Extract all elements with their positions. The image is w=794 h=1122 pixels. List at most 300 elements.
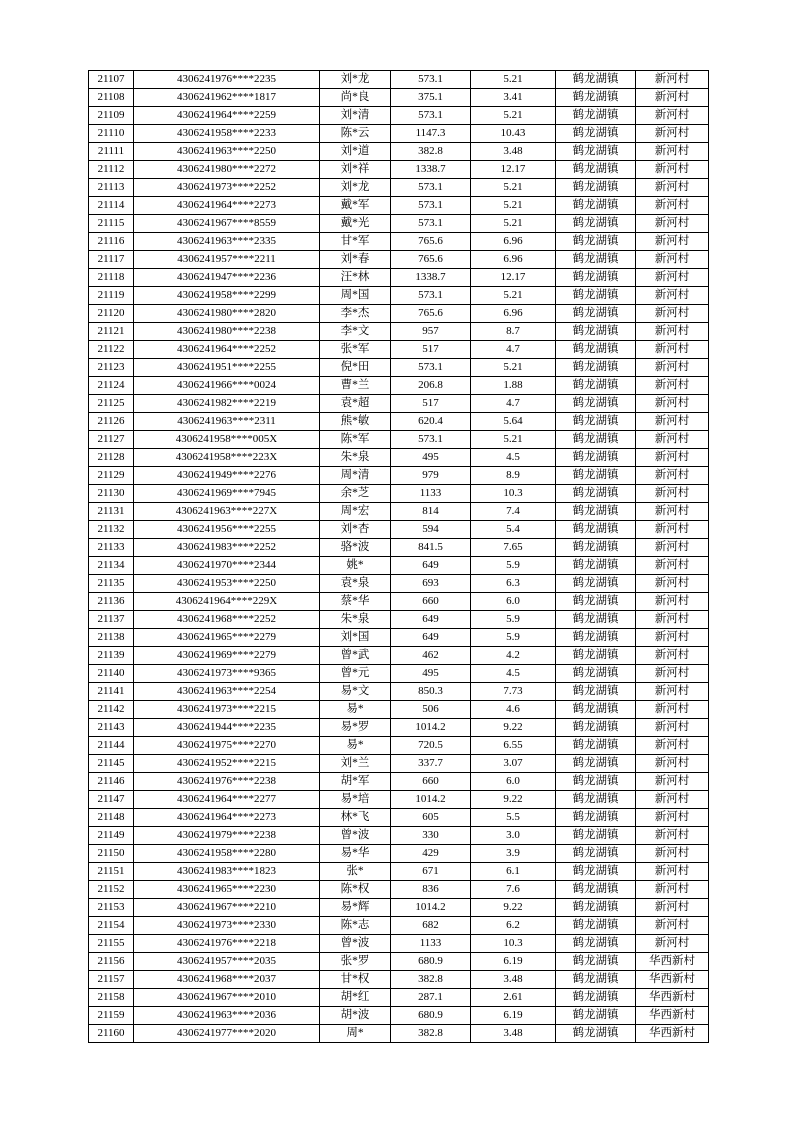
serial-number-cell: 21155 [89, 935, 134, 953]
name-cell: 甘*权 [320, 971, 391, 989]
name-cell: 熊*敏 [320, 413, 391, 431]
area-cell: 6.19 [471, 953, 556, 971]
serial-number-cell: 21148 [89, 809, 134, 827]
name-cell: 甘*军 [320, 233, 391, 251]
area-cell: 5.21 [471, 359, 556, 377]
id-card-cell: 4306241956****2255 [134, 521, 320, 539]
serial-number-cell: 21123 [89, 359, 134, 377]
village-cell: 新河村 [636, 737, 709, 755]
table-row [89, 539, 709, 557]
area-cell: 7.65 [471, 539, 556, 557]
area-cell: 5.9 [471, 557, 556, 575]
table-row [89, 809, 709, 827]
area-cell: 3.07 [471, 755, 556, 773]
id-card-cell: 4306241976****2235 [134, 71, 320, 89]
area-cell: 6.2 [471, 917, 556, 935]
village-cell: 新河村 [636, 431, 709, 449]
town-cell: 鹤龙湖镇 [556, 449, 636, 467]
area-cell: 6.55 [471, 737, 556, 755]
area-cell: 7.4 [471, 503, 556, 521]
serial-number-cell: 21158 [89, 989, 134, 1007]
name-cell: 张* [320, 863, 391, 881]
id-card-cell: 4306241964****229X [134, 593, 320, 611]
table-row [89, 449, 709, 467]
name-cell: 戴*光 [320, 215, 391, 233]
id-card-cell: 4306241953****2250 [134, 575, 320, 593]
serial-number-cell: 21159 [89, 1007, 134, 1025]
id-card-cell: 4306241983****1823 [134, 863, 320, 881]
name-cell: 李*杰 [320, 305, 391, 323]
village-cell: 新河村 [636, 377, 709, 395]
table-row [89, 971, 709, 989]
id-card-cell: 4306241973****9365 [134, 665, 320, 683]
area-cell: 3.0 [471, 827, 556, 845]
village-cell: 新河村 [636, 611, 709, 629]
name-cell: 刘*春 [320, 251, 391, 269]
amount-cell: 660 [391, 773, 471, 791]
amount-cell: 680.9 [391, 953, 471, 971]
amount-cell: 765.6 [391, 305, 471, 323]
id-card-cell: 4306241964****2273 [134, 197, 320, 215]
name-cell: 袁*泉 [320, 575, 391, 593]
serial-number-cell: 21113 [89, 179, 134, 197]
area-cell: 3.48 [471, 1025, 556, 1043]
serial-number-cell: 21119 [89, 287, 134, 305]
table-row [89, 215, 709, 233]
name-cell: 骆*波 [320, 539, 391, 557]
town-cell: 鹤龙湖镇 [556, 359, 636, 377]
table-row [89, 503, 709, 521]
village-cell: 新河村 [636, 701, 709, 719]
table-row [89, 629, 709, 647]
serial-number-cell: 21145 [89, 755, 134, 773]
area-cell: 10.3 [471, 485, 556, 503]
town-cell: 鹤龙湖镇 [556, 827, 636, 845]
serial-number-cell: 21111 [89, 143, 134, 161]
id-card-cell: 4306241970****2344 [134, 557, 320, 575]
serial-number-cell: 21118 [89, 269, 134, 287]
amount-cell: 1338.7 [391, 161, 471, 179]
amount-cell: 682 [391, 917, 471, 935]
table-row [89, 1025, 709, 1043]
table-row [89, 737, 709, 755]
table-row [89, 251, 709, 269]
amount-cell: 573.1 [391, 431, 471, 449]
amount-cell: 814 [391, 503, 471, 521]
amount-cell: 836 [391, 881, 471, 899]
area-cell: 5.21 [471, 197, 556, 215]
village-cell: 新河村 [636, 233, 709, 251]
table-row [89, 161, 709, 179]
amount-cell: 765.6 [391, 251, 471, 269]
name-cell: 陈*权 [320, 881, 391, 899]
amount-cell: 573.1 [391, 107, 471, 125]
amount-cell: 573.1 [391, 359, 471, 377]
amount-cell: 382.8 [391, 971, 471, 989]
amount-cell: 680.9 [391, 1007, 471, 1025]
id-card-cell: 4306241964****2273 [134, 809, 320, 827]
amount-cell: 429 [391, 845, 471, 863]
serial-number-cell: 21138 [89, 629, 134, 647]
amount-cell: 660 [391, 593, 471, 611]
village-cell: 新河村 [636, 395, 709, 413]
id-card-cell: 4306241973****2252 [134, 179, 320, 197]
serial-number-cell: 21121 [89, 323, 134, 341]
name-cell: 刘*龙 [320, 179, 391, 197]
amount-cell: 649 [391, 611, 471, 629]
village-cell: 新河村 [636, 647, 709, 665]
table-row [89, 377, 709, 395]
table-row [89, 719, 709, 737]
id-card-cell: 4306241976****2238 [134, 773, 320, 791]
town-cell: 鹤龙湖镇 [556, 899, 636, 917]
name-cell: 余*芝 [320, 485, 391, 503]
id-card-cell: 4306241980****2238 [134, 323, 320, 341]
name-cell: 胡*军 [320, 773, 391, 791]
table-row [89, 359, 709, 377]
area-cell: 5.64 [471, 413, 556, 431]
area-cell: 9.22 [471, 719, 556, 737]
amount-cell: 287.1 [391, 989, 471, 1007]
village-cell: 新河村 [636, 341, 709, 359]
serial-number-cell: 21146 [89, 773, 134, 791]
town-cell: 鹤龙湖镇 [556, 971, 636, 989]
village-cell: 新河村 [636, 305, 709, 323]
area-cell: 4.5 [471, 665, 556, 683]
serial-number-cell: 21109 [89, 107, 134, 125]
area-cell: 6.96 [471, 233, 556, 251]
id-card-cell: 4306241969****7945 [134, 485, 320, 503]
area-cell: 5.4 [471, 521, 556, 539]
id-card-cell: 4306241963****2036 [134, 1007, 320, 1025]
town-cell: 鹤龙湖镇 [556, 737, 636, 755]
amount-cell: 720.5 [391, 737, 471, 755]
village-cell: 新河村 [636, 287, 709, 305]
name-cell: 张*罗 [320, 953, 391, 971]
id-card-cell: 4306241982****2219 [134, 395, 320, 413]
village-cell: 新河村 [636, 683, 709, 701]
serial-number-cell: 21117 [89, 251, 134, 269]
name-cell: 刘*龙 [320, 71, 391, 89]
area-cell: 6.3 [471, 575, 556, 593]
name-cell: 姚* [320, 557, 391, 575]
serial-number-cell: 21142 [89, 701, 134, 719]
village-cell: 新河村 [636, 917, 709, 935]
id-card-cell: 4306241967****2010 [134, 989, 320, 1007]
name-cell: 周*国 [320, 287, 391, 305]
area-cell: 5.21 [471, 431, 556, 449]
name-cell: 陈*云 [320, 125, 391, 143]
village-cell: 新河村 [636, 413, 709, 431]
serial-number-cell: 21108 [89, 89, 134, 107]
area-cell: 6.1 [471, 863, 556, 881]
amount-cell: 573.1 [391, 197, 471, 215]
name-cell: 戴*军 [320, 197, 391, 215]
amount-cell: 517 [391, 341, 471, 359]
table-row [89, 557, 709, 575]
serial-number-cell: 21132 [89, 521, 134, 539]
serial-number-cell: 21136 [89, 593, 134, 611]
table-row [89, 1007, 709, 1025]
serial-number-cell: 21107 [89, 71, 134, 89]
town-cell: 鹤龙湖镇 [556, 143, 636, 161]
town-cell: 鹤龙湖镇 [556, 71, 636, 89]
table-row [89, 575, 709, 593]
serial-number-cell: 21153 [89, 899, 134, 917]
village-cell: 新河村 [636, 323, 709, 341]
village-cell: 新河村 [636, 863, 709, 881]
id-card-cell: 4306241966****0024 [134, 377, 320, 395]
table-row [89, 881, 709, 899]
name-cell: 易*培 [320, 791, 391, 809]
town-cell: 鹤龙湖镇 [556, 521, 636, 539]
name-cell: 尚*良 [320, 89, 391, 107]
area-cell: 4.6 [471, 701, 556, 719]
table-row [89, 323, 709, 341]
serial-number-cell: 21124 [89, 377, 134, 395]
id-card-cell: 4306241964****2252 [134, 341, 320, 359]
amount-cell: 1147.3 [391, 125, 471, 143]
amount-cell: 382.8 [391, 1025, 471, 1043]
serial-number-cell: 21133 [89, 539, 134, 557]
amount-cell: 517 [391, 395, 471, 413]
area-cell: 5.5 [471, 809, 556, 827]
town-cell: 鹤龙湖镇 [556, 485, 636, 503]
amount-cell: 594 [391, 521, 471, 539]
table-row [89, 305, 709, 323]
area-cell: 12.17 [471, 269, 556, 287]
amount-cell: 620.4 [391, 413, 471, 431]
table-row [89, 485, 709, 503]
serial-number-cell: 21130 [89, 485, 134, 503]
table-row [89, 773, 709, 791]
town-cell: 鹤龙湖镇 [556, 341, 636, 359]
table-row [89, 863, 709, 881]
id-card-cell: 4306241958****2299 [134, 287, 320, 305]
table-row [89, 665, 709, 683]
id-card-cell: 4306241975****2270 [134, 737, 320, 755]
amount-cell: 1014.2 [391, 791, 471, 809]
town-cell: 鹤龙湖镇 [556, 413, 636, 431]
town-cell: 鹤龙湖镇 [556, 161, 636, 179]
village-cell: 新河村 [636, 827, 709, 845]
table-row [89, 647, 709, 665]
village-cell: 新河村 [636, 161, 709, 179]
table-row [89, 683, 709, 701]
id-card-cell: 4306241963****2254 [134, 683, 320, 701]
serial-number-cell: 21116 [89, 233, 134, 251]
town-cell: 鹤龙湖镇 [556, 233, 636, 251]
name-cell: 袁*超 [320, 395, 391, 413]
amount-cell: 375.1 [391, 89, 471, 107]
id-card-cell: 4306241973****2215 [134, 701, 320, 719]
village-cell: 新河村 [636, 467, 709, 485]
name-cell: 林*飞 [320, 809, 391, 827]
serial-number-cell: 21126 [89, 413, 134, 431]
town-cell: 鹤龙湖镇 [556, 377, 636, 395]
village-cell: 新河村 [636, 359, 709, 377]
village-cell: 新河村 [636, 107, 709, 125]
name-cell: 易* [320, 737, 391, 755]
village-cell: 新河村 [636, 71, 709, 89]
amount-cell: 693 [391, 575, 471, 593]
serial-number-cell: 21120 [89, 305, 134, 323]
name-cell: 刘*杏 [320, 521, 391, 539]
serial-number-cell: 21127 [89, 431, 134, 449]
amount-cell: 649 [391, 629, 471, 647]
area-cell: 5.21 [471, 287, 556, 305]
area-cell: 7.6 [471, 881, 556, 899]
name-cell: 刘*道 [320, 143, 391, 161]
serial-number-cell: 21140 [89, 665, 134, 683]
id-card-cell: 4306241968****2252 [134, 611, 320, 629]
table-row [89, 593, 709, 611]
area-cell: 5.21 [471, 215, 556, 233]
serial-number-cell: 21150 [89, 845, 134, 863]
table-row [89, 179, 709, 197]
table-row [89, 143, 709, 161]
town-cell: 鹤龙湖镇 [556, 1007, 636, 1025]
id-card-cell: 4306241963****2250 [134, 143, 320, 161]
serial-number-cell: 21157 [89, 971, 134, 989]
name-cell: 易* [320, 701, 391, 719]
name-cell: 汪*林 [320, 269, 391, 287]
village-cell: 新河村 [636, 773, 709, 791]
id-card-cell: 4306241976****2218 [134, 935, 320, 953]
name-cell: 刘*兰 [320, 755, 391, 773]
town-cell: 鹤龙湖镇 [556, 809, 636, 827]
name-cell: 刘*国 [320, 629, 391, 647]
serial-number-cell: 21112 [89, 161, 134, 179]
serial-number-cell: 21122 [89, 341, 134, 359]
name-cell: 胡*红 [320, 989, 391, 1007]
name-cell: 曹*兰 [320, 377, 391, 395]
name-cell: 周* [320, 1025, 391, 1043]
name-cell: 易*文 [320, 683, 391, 701]
serial-number-cell: 21151 [89, 863, 134, 881]
name-cell: 朱*泉 [320, 449, 391, 467]
amount-cell: 573.1 [391, 215, 471, 233]
town-cell: 鹤龙湖镇 [556, 593, 636, 611]
table-row [89, 935, 709, 953]
id-card-cell: 4306241965****2230 [134, 881, 320, 899]
table-row [89, 467, 709, 485]
name-cell: 易*罗 [320, 719, 391, 737]
name-cell: 易*华 [320, 845, 391, 863]
table-row [89, 521, 709, 539]
name-cell: 陈*军 [320, 431, 391, 449]
id-card-cell: 4306241964****2259 [134, 107, 320, 125]
serial-number-cell: 21154 [89, 917, 134, 935]
id-card-cell: 4306241957****2211 [134, 251, 320, 269]
table-row [89, 197, 709, 215]
village-cell: 新河村 [636, 143, 709, 161]
serial-number-cell: 21143 [89, 719, 134, 737]
serial-number-cell: 21137 [89, 611, 134, 629]
id-card-cell: 4306241958****223X [134, 449, 320, 467]
id-card-cell: 4306241963****2335 [134, 233, 320, 251]
area-cell: 8.9 [471, 467, 556, 485]
village-cell: 新河村 [636, 449, 709, 467]
area-cell: 4.5 [471, 449, 556, 467]
town-cell: 鹤龙湖镇 [556, 647, 636, 665]
village-cell: 新河村 [636, 89, 709, 107]
town-cell: 鹤龙湖镇 [556, 953, 636, 971]
amount-cell: 573.1 [391, 287, 471, 305]
serial-number-cell: 21131 [89, 503, 134, 521]
area-cell: 2.61 [471, 989, 556, 1007]
id-card-cell: 4306241958****005X [134, 431, 320, 449]
id-card-cell: 4306241957****2035 [134, 953, 320, 971]
amount-cell: 649 [391, 557, 471, 575]
amount-cell: 765.6 [391, 233, 471, 251]
id-card-cell: 4306241951****2255 [134, 359, 320, 377]
table-row [89, 269, 709, 287]
village-cell: 新河村 [636, 215, 709, 233]
town-cell: 鹤龙湖镇 [556, 791, 636, 809]
table-row [89, 755, 709, 773]
village-cell: 新河村 [636, 503, 709, 521]
table-row [89, 341, 709, 359]
table-row [89, 395, 709, 413]
name-cell: 刘*清 [320, 107, 391, 125]
village-cell: 新河村 [636, 557, 709, 575]
table-row [89, 89, 709, 107]
name-cell: 陈*志 [320, 917, 391, 935]
village-cell: 华西新村 [636, 1025, 709, 1043]
name-cell: 朱*泉 [320, 611, 391, 629]
village-cell: 华西新村 [636, 971, 709, 989]
town-cell: 鹤龙湖镇 [556, 107, 636, 125]
amount-cell: 573.1 [391, 179, 471, 197]
town-cell: 鹤龙湖镇 [556, 305, 636, 323]
name-cell: 曾*波 [320, 935, 391, 953]
town-cell: 鹤龙湖镇 [556, 179, 636, 197]
village-cell: 新河村 [636, 935, 709, 953]
amount-cell: 382.8 [391, 143, 471, 161]
village-cell: 华西新村 [636, 989, 709, 1007]
table-row [89, 125, 709, 143]
town-cell: 鹤龙湖镇 [556, 323, 636, 341]
benefit-roster-table [88, 70, 709, 1043]
serial-number-cell: 21147 [89, 791, 134, 809]
id-card-cell: 4306241958****2233 [134, 125, 320, 143]
serial-number-cell: 21141 [89, 683, 134, 701]
table-row [89, 611, 709, 629]
id-card-cell: 4306241967****8559 [134, 215, 320, 233]
town-cell: 鹤龙湖镇 [556, 611, 636, 629]
id-card-cell: 4306241979****2238 [134, 827, 320, 845]
village-cell: 新河村 [636, 809, 709, 827]
area-cell: 5.21 [471, 179, 556, 197]
town-cell: 鹤龙湖镇 [556, 881, 636, 899]
town-cell: 鹤龙湖镇 [556, 125, 636, 143]
id-card-cell: 4306241977****2020 [134, 1025, 320, 1043]
table-row [89, 989, 709, 1007]
area-cell: 4.7 [471, 341, 556, 359]
table-row [89, 413, 709, 431]
amount-cell: 979 [391, 467, 471, 485]
amount-cell: 1014.2 [391, 719, 471, 737]
town-cell: 鹤龙湖镇 [556, 755, 636, 773]
serial-number-cell: 21114 [89, 197, 134, 215]
village-cell: 新河村 [636, 593, 709, 611]
table-body [89, 71, 709, 1043]
name-cell: 刘*祥 [320, 161, 391, 179]
village-cell: 新河村 [636, 791, 709, 809]
id-card-cell: 4306241983****2252 [134, 539, 320, 557]
town-cell: 鹤龙湖镇 [556, 197, 636, 215]
